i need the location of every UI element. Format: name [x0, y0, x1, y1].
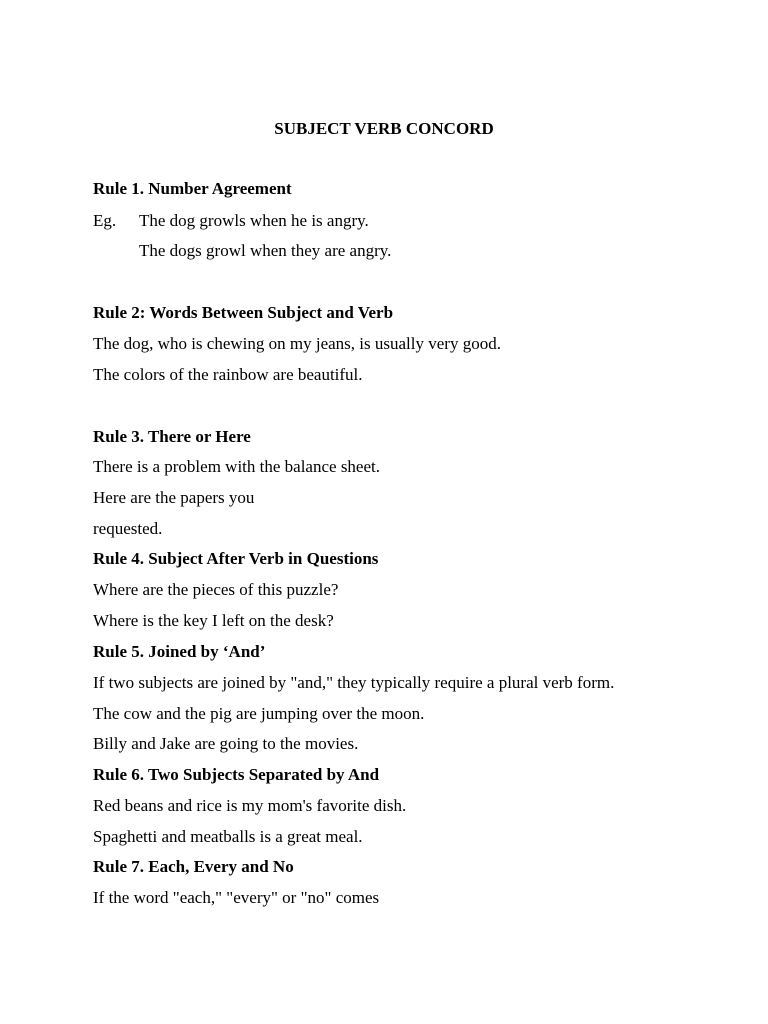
rule-3-line-2: Here are the papers you — [93, 488, 255, 507]
document-title: SUBJECT VERB CONCORD — [274, 119, 494, 138]
rule-7-heading: Rule 7. Each, Every and No — [93, 857, 294, 876]
rule-4-line-2: Where is the key I left on the desk? — [93, 611, 334, 630]
rule-5-line-1: If two subjects are joined by "and," they typically require a plural verb form. — [93, 673, 615, 692]
rule-3-line-3: requested. — [93, 519, 163, 538]
rule-4-line-1: Where are the pieces of this puzzle? — [93, 580, 339, 599]
rule-1-heading: Rule 1. Number Agreement — [93, 179, 292, 198]
rule-1-example-1: The dog growls when he is angry. — [139, 211, 369, 230]
rule-5-line-2: The cow and the pig are jumping over the moon. — [93, 704, 425, 723]
rule-4-heading: Rule 4. Subject After Verb in Questions — [93, 549, 379, 568]
rule-5-line-3: Billy and Jake are going to the movies. — [93, 734, 359, 753]
rule-5-heading: Rule 5. Joined by ‘And’ — [93, 642, 266, 661]
rule-2-line-1: The dog, who is chewing on my jeans, is usually very good. — [93, 334, 501, 353]
rule-2-line-2: The colors of the rainbow are beautiful. — [93, 365, 363, 384]
rule-3-heading: Rule 3. There or Here — [93, 427, 251, 446]
eg-label: Eg. — [93, 211, 117, 230]
rule-6-line-2: Spaghetti and meatballs is a great meal. — [93, 827, 363, 846]
rule-7-line-1: If the word "each," "every" or "no" comes — [93, 888, 380, 907]
rule-3-line-1: There is a problem with the balance sheet. — [93, 457, 380, 476]
rule-2-heading: Rule 2: Words Between Subject and Verb — [93, 303, 394, 322]
rule-6-line-1: Red beans and rice is my mom's favorite dish. — [93, 796, 407, 815]
rule-6-heading: Rule 6. Two Subjects Separated by And — [93, 765, 380, 784]
rule-1-example-2: The dogs growl when they are angry. — [139, 241, 392, 260]
